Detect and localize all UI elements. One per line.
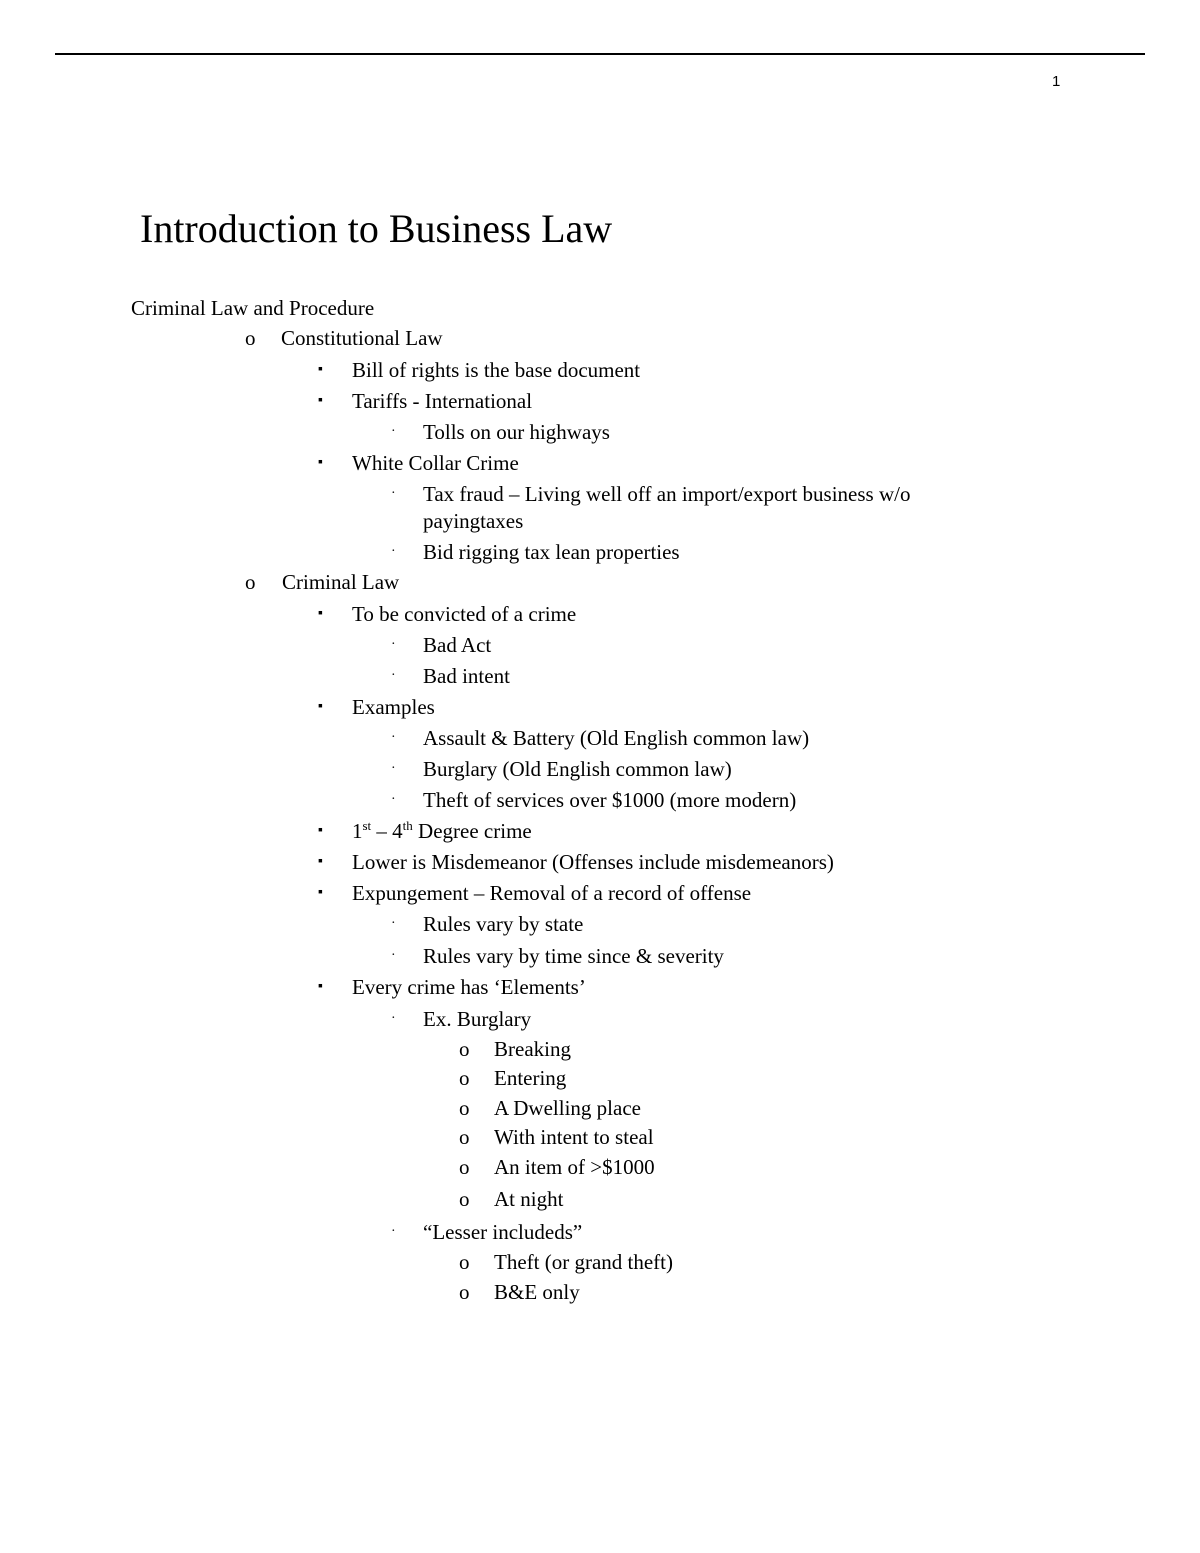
square-bullet-icon: ▪: [318, 699, 323, 714]
degree-superscript-first: st: [362, 818, 372, 833]
circle-bullet-icon: o: [459, 1250, 470, 1274]
dot-bullet-icon: ·: [391, 668, 396, 683]
outline-item-bad-act: Bad Act: [423, 633, 492, 657]
dot-bullet-icon: ·: [391, 916, 396, 931]
dot-bullet-icon: ·: [391, 486, 396, 501]
circle-bullet-icon: o: [459, 1155, 470, 1179]
circle-bullet-icon: o: [459, 1096, 470, 1120]
square-bullet-icon: ▪: [318, 854, 323, 869]
circle-bullet-icon: o: [459, 1187, 470, 1211]
outline-item-constitutional-law: Constitutional Law: [281, 326, 443, 350]
section-heading: Criminal Law and Procedure: [131, 296, 375, 320]
outline-item-theft: Theft (or grand theft): [494, 1250, 674, 1274]
square-bullet-icon: ▪: [318, 979, 323, 994]
square-bullet-icon: ▪: [318, 362, 323, 377]
dot-bullet-icon: ·: [391, 544, 396, 559]
outline-item-bad-intent: Bad intent: [423, 664, 510, 688]
outline-item-elements: Every crime has ‘Elements’: [352, 975, 586, 999]
dot-bullet-icon: ·: [391, 730, 396, 745]
dot-bullet-icon: ·: [391, 761, 396, 776]
outline-item-ex-burglary: Ex. Burglary: [423, 1007, 532, 1031]
document-title: Introduction to Business Law: [140, 206, 613, 251]
outline-item-dwelling-place: A Dwelling place: [494, 1096, 641, 1120]
outline-item-bid-rigging: Bid rigging tax lean properties: [423, 540, 680, 564]
outline-item-degree-crime: [352, 817, 532, 845]
outline-item-at-night: At night: [494, 1187, 564, 1211]
degree-suffix: Degree crime: [412, 819, 532, 843]
dot-bullet-icon: ·: [391, 1011, 396, 1026]
circle-bullet-icon: o: [459, 1280, 470, 1304]
circle-bullet-icon: o: [459, 1125, 470, 1149]
outline-item-criminal-law: Criminal Law: [282, 570, 400, 594]
dot-bullet-icon: ·: [391, 792, 396, 807]
dot-bullet-icon: ·: [391, 424, 396, 439]
circle-bullet-icon: o: [245, 326, 256, 350]
dot-bullet-icon: ·: [391, 637, 396, 652]
outline-item-misdemeanor: Lower is Misdemeanor (Offenses include misdemeanors): [352, 850, 834, 874]
square-bullet-icon: ▪: [318, 606, 323, 621]
degree-superscript-second: th: [402, 818, 413, 833]
outline-item-examples: Examples: [352, 695, 435, 719]
outline-item-expungement: Expungement – Removal of a record of offense: [352, 881, 752, 905]
square-bullet-icon: ▪: [318, 823, 323, 838]
degree-prefix: 1: [352, 819, 363, 843]
outline-item-breaking: Breaking: [494, 1037, 571, 1061]
square-bullet-icon: ▪: [318, 455, 323, 470]
outline-item-intent-to-steal: With intent to steal: [494, 1125, 654, 1149]
dot-bullet-icon: ·: [391, 1224, 396, 1239]
outline-item-assault-battery: Assault & Battery (Old English common law): [423, 726, 810, 750]
outline-item-to-be-convicted: To be convicted of a crime: [352, 602, 577, 626]
outline-item-white-collar-crime: White Collar Crime: [352, 451, 519, 475]
outline-item-rules-by-time: Rules vary by time since & severity: [423, 944, 724, 968]
outline-item-tolls: Tolls on our highways: [423, 420, 610, 444]
circle-bullet-icon: o: [459, 1037, 470, 1061]
outline-item-b-and-e-only: B&E only: [494, 1280, 580, 1304]
outline-item-tax-fraud-continued: payingtaxes: [423, 509, 524, 533]
square-bullet-icon: ▪: [318, 885, 323, 900]
circle-bullet-icon: o: [459, 1066, 470, 1090]
outline-item-lesser-includeds: “Lesser includeds”: [423, 1220, 583, 1244]
dot-bullet-icon: ·: [391, 948, 396, 963]
circle-bullet-icon: o: [245, 570, 256, 594]
outline-item-entering: Entering: [494, 1066, 567, 1090]
degree-middle: – 4: [371, 819, 403, 843]
outline-item-item-over-1000: An item of >$1000: [494, 1155, 655, 1179]
outline-item-tariffs: Tariffs - International: [352, 389, 533, 413]
outline-item-rules-by-state: Rules vary by state: [423, 912, 584, 936]
square-bullet-icon: ▪: [318, 393, 323, 408]
outline-item-bill-of-rights: Bill of rights is the base document: [352, 358, 641, 382]
outline-item-burglary-common-law: Burglary (Old English common law): [423, 757, 732, 781]
page-number: 1: [1052, 73, 1061, 90]
outline-item-theft-of-services: Theft of services over $1000 (more modern): [423, 788, 797, 812]
outline-item-tax-fraud: Tax fraud – Living well off an import/export business w/o: [423, 482, 911, 506]
